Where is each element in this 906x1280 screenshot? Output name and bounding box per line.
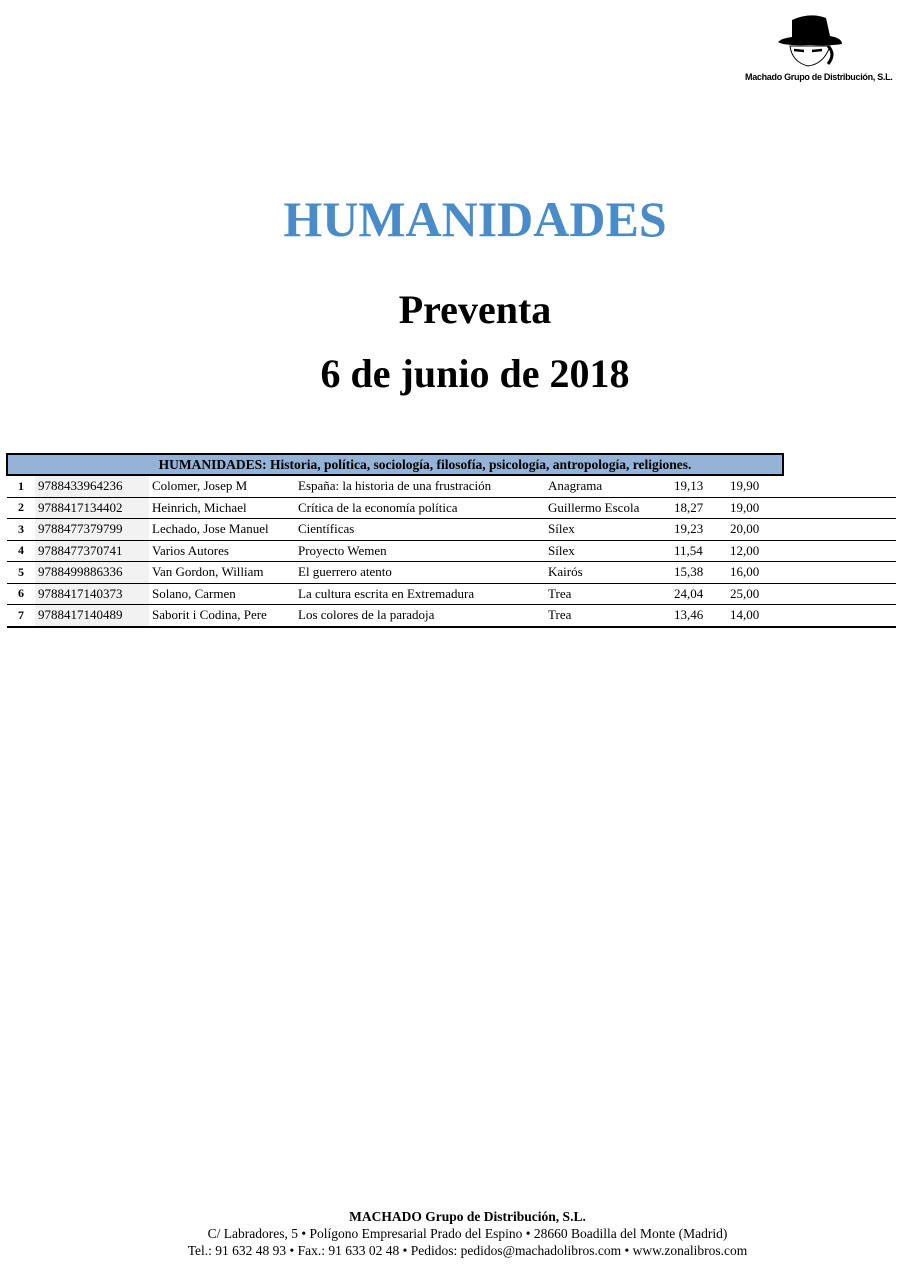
author: Heinrich, Michael [149, 497, 295, 519]
row-number: 4 [7, 540, 35, 562]
author: Varios Autores [149, 540, 295, 562]
isbn: 9788477379799 [35, 519, 149, 541]
spacer-cell [783, 540, 896, 562]
spacer-cell [783, 475, 896, 497]
row-number: 5 [7, 562, 35, 584]
row-number: 2 [7, 497, 35, 519]
row-number: 3 [7, 519, 35, 541]
table-row [7, 540, 896, 562]
price: 12,00 [727, 540, 783, 562]
isbn: 9788417140489 [35, 605, 149, 627]
author: Saborit i Codina, Pere [149, 605, 295, 627]
price: 16,00 [727, 562, 783, 584]
publisher: Guillermo Escola [545, 497, 671, 519]
publisher: Kairós [545, 562, 671, 584]
price-net: 19,13 [671, 475, 727, 497]
book-title: Científicas [295, 519, 545, 541]
table-row [7, 497, 896, 519]
footer-address: C/ Labradores, 5 • Polígono Empresarial Prado del Espino • 28660 Boadilla del Monte (Madrid) [207, 1226, 728, 1241]
publisher: Sílex [545, 519, 671, 541]
row-number: 7 [7, 605, 35, 627]
row-number: 6 [7, 583, 35, 605]
price-net: 11,54 [671, 540, 727, 562]
isbn: 9788417140373 [35, 583, 149, 605]
table-row [7, 519, 896, 541]
price: 20,00 [727, 519, 783, 541]
price-net: 24,04 [671, 583, 727, 605]
publisher: Trea [545, 605, 671, 627]
book-title: Crítica de la economía política [295, 497, 545, 519]
price: 14,00 [727, 605, 783, 627]
table-heading: HUMANIDADES: Historia, política, sociología, filosofía, psicología, antropología, religiones. [7, 454, 783, 475]
spacer-cell [783, 497, 896, 519]
book-title: Proyecto Wemen [295, 540, 545, 562]
company-logo [745, 12, 893, 82]
row-number: 1 [7, 475, 35, 497]
footer-contact: Tel.: 91 632 48 93 • Fax.: 91 633 02 48 • Pedidos: pedidos@machadolibros.com • www.zonalibros.com [187, 1243, 748, 1258]
table-row [7, 562, 896, 584]
author: Van Gordon, William [149, 562, 295, 584]
price-net: 18,27 [671, 497, 727, 519]
hat-man-logo-icon [770, 12, 850, 70]
publisher: Trea [545, 583, 671, 605]
spacer-cell [783, 562, 896, 584]
price: 25,00 [727, 583, 783, 605]
isbn: 9788477370741 [35, 540, 149, 562]
author: Lechado, Jose Manuel [149, 519, 295, 541]
logo-text: Machado Grupo de Distribución, S.L. [745, 72, 893, 82]
footer-company: MACHADO Grupo de Distribución, S.L. [349, 1209, 586, 1224]
price-net: 13,46 [671, 605, 727, 627]
footer [0, 1208, 906, 1259]
book-title: La cultura escrita en Extremadura [295, 583, 545, 605]
book-title: España: la historia de una frustración [295, 475, 545, 497]
date: 6 de junio de 2018 [320, 351, 630, 396]
price: 19,00 [727, 497, 783, 519]
page-title: HUMANIDADES [283, 191, 667, 247]
spacer-cell [783, 583, 896, 605]
spacer-cell [783, 605, 896, 627]
isbn: 9788433964236 [35, 475, 149, 497]
isbn: 9788417134402 [35, 497, 149, 519]
book-table [6, 453, 896, 628]
author: Solano, Carmen [149, 583, 295, 605]
price: 19,90 [727, 475, 783, 497]
isbn: 9788499886336 [35, 562, 149, 584]
table-row [7, 605, 896, 627]
book-title: Los colores de la paradoja [295, 605, 545, 627]
spacer-cell [783, 519, 896, 541]
table-row [7, 583, 896, 605]
author: Colomer, Josep M [149, 475, 295, 497]
publisher: Sílex [545, 540, 671, 562]
table-row [7, 475, 896, 497]
price-net: 19,23 [671, 519, 727, 541]
price-net: 15,38 [671, 562, 727, 584]
book-title: El guerrero atento [295, 562, 545, 584]
subtitle: Preventa [398, 287, 552, 332]
publisher: Anagrama [545, 475, 671, 497]
